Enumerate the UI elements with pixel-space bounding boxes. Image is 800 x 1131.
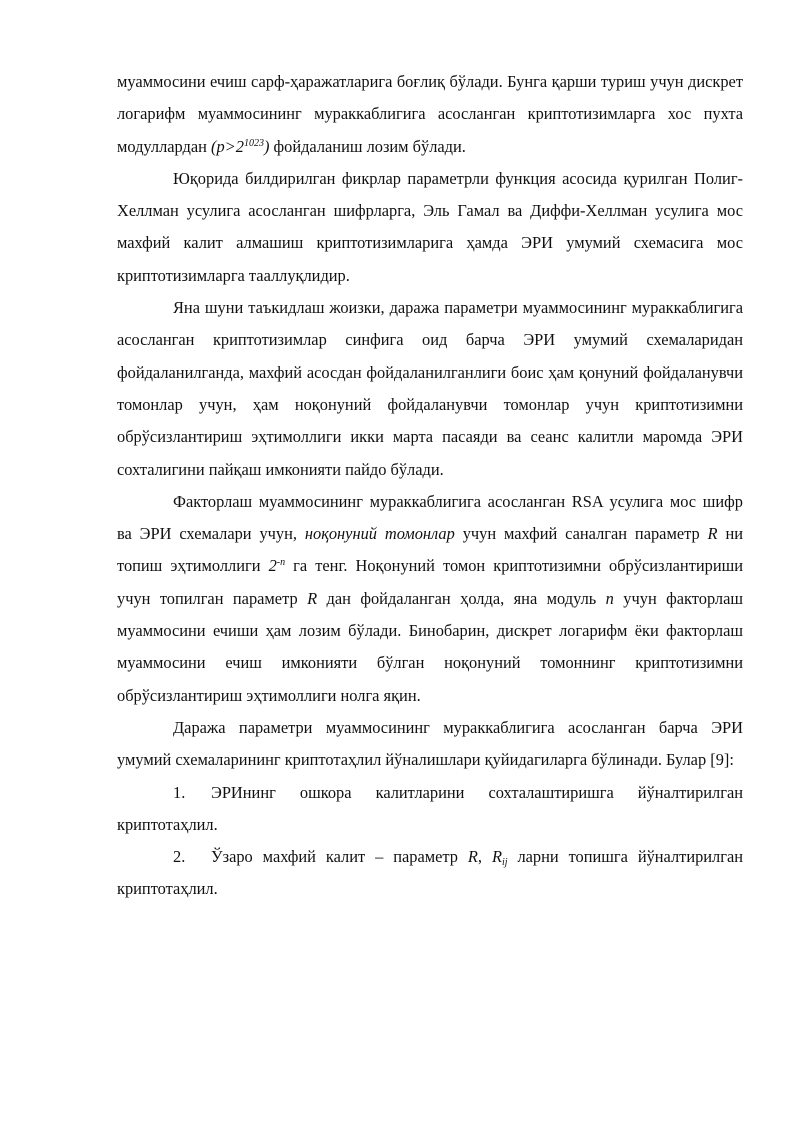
var-Rij: $R_{ij}$ [491, 847, 508, 869]
formula-p-bound: $(p>2^{1023})$ [211, 136, 270, 156]
var-R: R [307, 588, 318, 608]
list-number: 1. [173, 782, 186, 802]
paragraph-5: Даража параметри муаммосининг мураккаблигига асосланган барча ЭРИ умумий схемаларининг криптотаҳлил йўналишлари қуйидагиларга бўлинади. Булар [9]: [117, 717, 743, 770]
paragraph-1: муаммосини ечиш сарф-ҳаражатларига боғлиқ бўлади. Бунга қарши туриш учун дискрет логарифм муаммосининг мураккаблигига асосланган криптотизимларга хос пухта модуллардан $(p>2^{1023})$ фойдаланиш лозим бўлади. [117, 72, 743, 156]
var-R: R [707, 524, 718, 544]
var-R: R [467, 847, 478, 867]
var-n: n [605, 588, 614, 608]
list-item-1: 1. ЭРИнинг ошкора калитларини сохталаштиришга йўналтирилган криптотаҳлил. [117, 777, 743, 842]
list-item-2: 2. Ўзаро махфий калит – параметр R, $R_{ij}$ ларни топишга йўналтирилган криптотаҳлил. [117, 841, 743, 906]
paragraph-2: Юқорида билдирилган фикрлар параметрли функция асосида қурилган Полиг-Хеллман усулига асосланган шифрларга, Эль Гамал ва Диффи-Хеллман усулига мос махфий калит алмашиш криптотизимларига ҳамда ЭРИ умумий схемасига мос криптотизимларга тааллуқлидир. [117, 168, 743, 285]
formula-probability: $2^{-n}$ [268, 556, 286, 576]
paragraph-3: Яна шуни таъкидлаш жоизки, даража параметри муаммосининг мураккаблигига асосланган криптотизимлар синфига оид барча ЭРИ умумий схемаларидан фойдаланилганда, махфий асосдан фойдаланилганлиги боис ҳам қонуний фойдаланувчи томонлар учун, ҳам ноқонуний фойдаланувчи томонлар учун криптотизимни обрўсизлантириш эҳтимоллиги икки марта пасаяди ва сеанс калитли маромда ЭРИ сохталигини пайқаш имконияти пайдо бўлади. [117, 298, 743, 479]
emphasis-illegal-parties: , ноқонуний томонлар [292, 524, 455, 544]
paragraph-4: Факторлаш муаммосининг мураккаблигига асосланган RSA усулига мос шифр ва ЭРИ схемалари учун, ноқонуний томонлар учун махфий саналган параметр R ни топиш эҳтимоллиги $2^{-n}$ га тенг. Ноқонуний томон криптотизимни обрўсизлантириши учун топилган параметр R дан фойдаланган ҳолда, яна модуль n учун факторлаш муаммосини ечиши ҳам лозим бўлади. Бинобарин, дискрет логарифм ёки факторлаш муаммосини ечиш имконияти бўлган ноқонуний томоннинг криптотизимни обрўсизлантириш эҳтимоллиги нолга яқин. [117, 491, 743, 705]
list-number: 2. [173, 847, 186, 867]
document-page [117, 66, 743, 906]
